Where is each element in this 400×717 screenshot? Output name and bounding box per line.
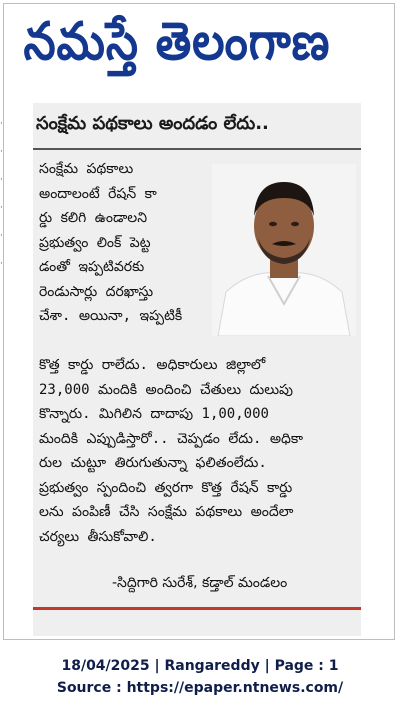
body-line: చర్యలు తీసుకోవాలి.: [39, 528, 157, 545]
body-line: రుల చుట్టూ తిరుగుతున్నా ఫలితంలేదు.: [39, 455, 267, 471]
headline-divider: [33, 148, 361, 150]
article-body-narrow: [39, 157, 182, 329]
body-line: కొన్నారు. మిగిలిన దాదాపు 1,00,000: [39, 406, 269, 422]
body-line: ప్రభుత్వం స్పందించి త్వరగా కొత్త రేషన్ కార్డు: [39, 479, 293, 496]
article-headline: సంక్షేమ పథకాలు అందడం లేదు..: [36, 113, 269, 134]
article-byline: -సిద్దిగారి సురేశ్, కడ్తాల్ మండలం: [112, 575, 288, 591]
body-line: కొత్త కార్డు రాలేదు. అధికారులు జిల్లాలో: [39, 357, 266, 373]
article-end-rule: [33, 607, 361, 610]
body-line: రెండుసార్లు దరఖాస్తు: [39, 283, 154, 300]
body-line: ప్రభుత్వం లింక్ పెట్ట: [39, 234, 151, 251]
body-line: డంతో ఇప్పటివరకు: [39, 259, 145, 275]
body-line: చేశా. అయినా, ఇప్పటికీ: [39, 308, 183, 324]
article-body-wide: [39, 353, 303, 549]
publication-info: 18/04/2025 | Rangareddy | Page : 1: [61, 658, 339, 674]
body-line: 23,000 మందికి అందించి చేతులు దులుపు: [39, 381, 294, 398]
body-line: మందికి ఎప్పుడిస్తారో.. చెప్పడం లేదు. అధికా: [39, 430, 304, 447]
author-photo: [212, 164, 356, 336]
newspaper-masthead: నమస్తే తెలంగాణ: [23, 12, 331, 72]
body-line: అందాలంటే రేషన్ కా: [39, 185, 157, 202]
body-line: ర్డు కలిగి ఉండాలని: [39, 210, 148, 226]
person-portrait-icon: [212, 164, 356, 336]
body-line: సంక్షేమ పథకాలు: [39, 161, 134, 177]
source-link[interactable]: Source : https://epaper.ntnews.com/: [56, 680, 344, 696]
body-line: లను పంపిణీ చేసి సంక్షేమ పథకాలు అందేలా: [39, 504, 294, 520]
adjacent-column-edge: · · · · · ·: [0, 119, 3, 269]
